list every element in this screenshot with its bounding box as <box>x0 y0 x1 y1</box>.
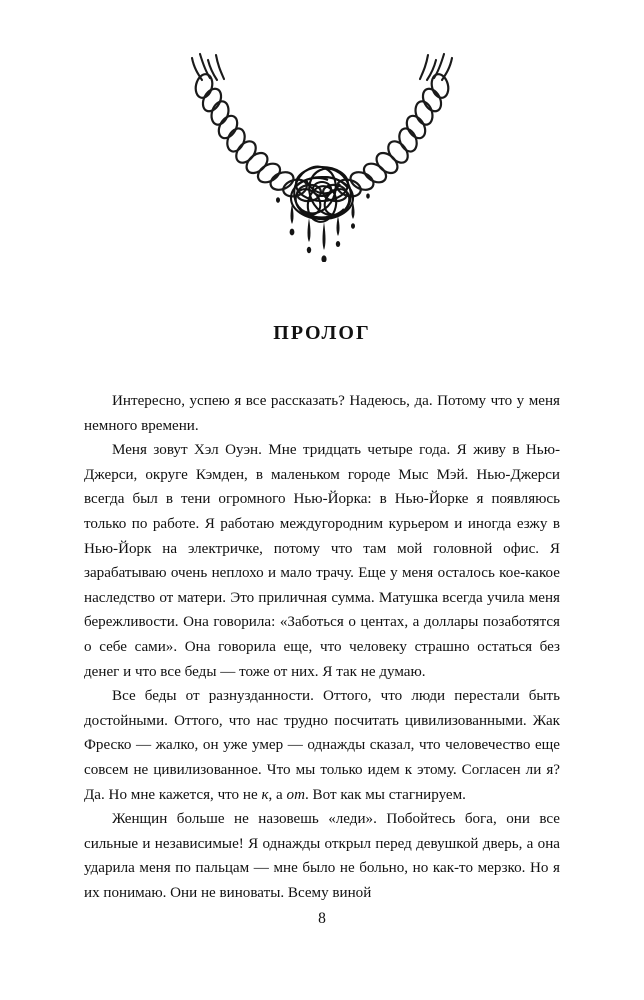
paragraph: Женщин больше не назовешь «леди». Побойтесь бога, они все сильные и независимые! Я однажды открыл перед девушкой дверь, а она ударила меня по пальцам — мне было не больно, но как-то мерзко. Но я их понимаю. Они не виноваты. Всему виной <box>84 811 560 901</box>
paragraph: Интересно, успею я все рассказать? Надеюсь, да. Потому что у меня немного времени. <box>84 393 560 434</box>
tangled-chain-necklace-icon <box>172 52 472 262</box>
chapter-illustration <box>84 0 560 290</box>
paragraph: Все беды от разнузданности. Оттого, что люди перестали быть достойными. Оттого, что нас трудно посчитать цивилизованными. Жак Фреско — жалко, он уже умер — однажды сказал, что человечество еще совсем не цивилизованное. Что мы только идем к этому. Согласен ли я? Да. Но мне кажется, что не к, а от. Вот как мы стагнируем. <box>84 688 560 803</box>
page-number: 8 <box>318 910 326 927</box>
drip-shapes <box>276 193 370 262</box>
body-text <box>84 389 560 905</box>
paragraph: Меня зовут Хэл Оуэн. Мне тридцать четыре года. Я живу в Нью-Джерси, округе Кэмден, в маленьком городе Мыс Мэй. Нью-Джерси всегда был в тени огромного Нью-Йорка: в Нью-Йорке я появляюсь только по работе. Я работаю междугородним курьером и иногда езжу в Нью-Йорк на электричке, потому что там мой головной офис. Я зарабатываю очень неплохо и мало трачу. Еще у меня осталось кое-какое наследство от матери. Это приличная сумма. Матушка всегда учила меня бережливости. Она говорила: «Заботься о центах, а доллары позаботятся о себе сами». Она говорила еще, что человеку страшно остаться без денег и что все беды — тоже от них. Я так не думаю. <box>84 442 560 680</box>
chapter-title: ПРОЛОГ <box>273 322 371 344</box>
